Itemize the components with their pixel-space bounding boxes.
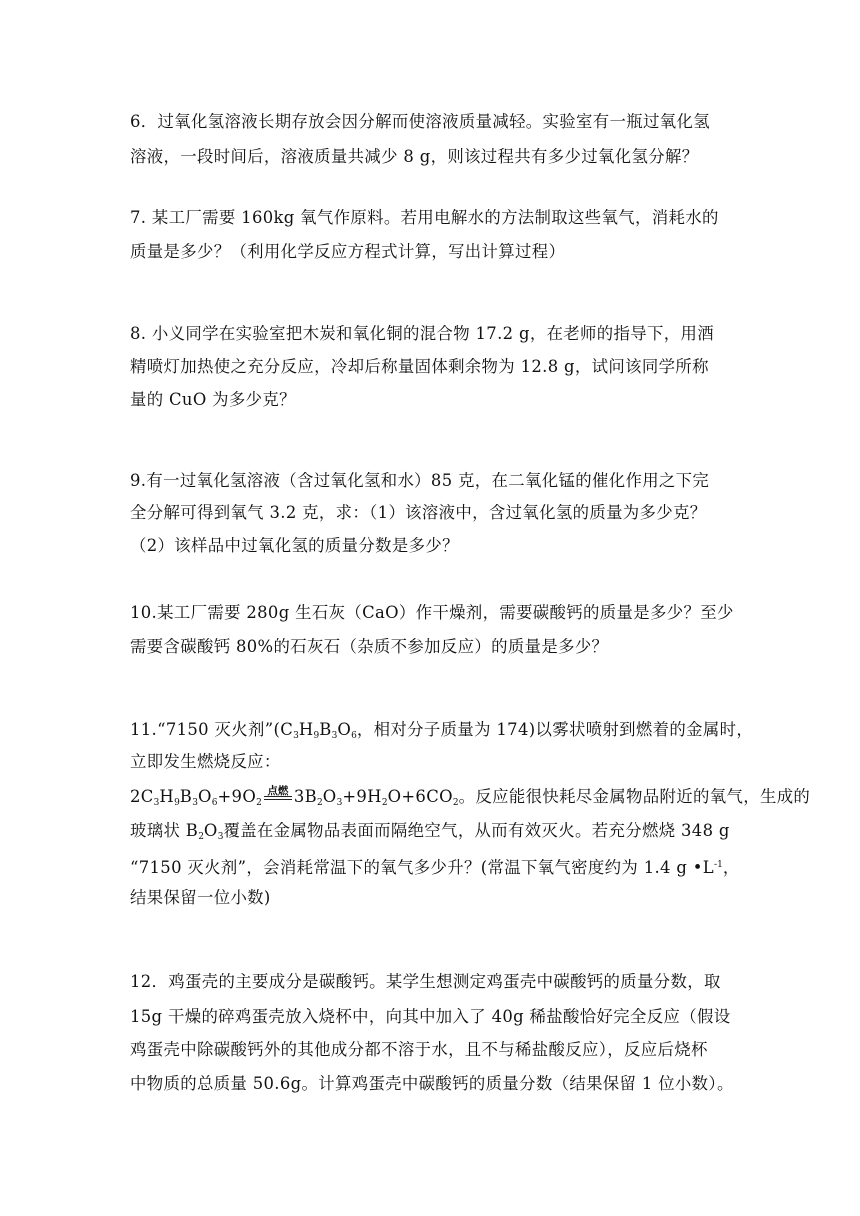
subscript: 2 bbox=[198, 832, 204, 842]
subscript: 3 bbox=[217, 832, 224, 842]
question-12-line-3: 鸡蛋壳中除碳酸钙外的其他成分都不溶于水，且不与稀盐酸反应），反应后烧杯 bbox=[130, 1040, 708, 1059]
text-run: B bbox=[179, 787, 193, 806]
question-7-line-1: 7. 某工厂需要 160kg 氧气作原料。若用电解水的方法制取这些氧气，消耗水的 bbox=[130, 208, 719, 227]
question-7-line-2: 质量是多少？（利用化学反应方程式计算，写出计算过程） bbox=[130, 242, 566, 261]
text-run: H bbox=[298, 720, 314, 739]
subscript: 3 bbox=[331, 731, 338, 741]
question-11-line-2: 立即发生燃烧反应： bbox=[130, 752, 281, 771]
subscript: 6 bbox=[351, 731, 357, 741]
question-11-line-4 bbox=[130, 821, 730, 847]
superscript: -1 bbox=[714, 860, 723, 870]
question-12-line-2: 15g 干燥的碎鸡蛋壳放入烧杯中，向其中加入了 40g 稀盐酸恰好完全反应（假设 bbox=[130, 1007, 731, 1026]
subscript: 2 bbox=[256, 798, 262, 808]
equal-sign-bar bbox=[264, 799, 292, 800]
condition-label: 点燃 bbox=[267, 785, 289, 797]
question-12-line-1: 12．鸡蛋壳的主要成分是碳酸钙。某学生想测定鸡蛋壳中碳酸钙的质量分数，取 bbox=[130, 972, 721, 991]
text-run: +9H bbox=[342, 787, 382, 806]
subscript: 9 bbox=[174, 798, 180, 808]
question-6-line-2: 溶液，一段时间后，溶液质量共减少 8 g，则该过程共有多少过氧化氢分解？ bbox=[130, 147, 699, 166]
text-run: O bbox=[197, 787, 212, 806]
question-11-line-6: 结果保留一位小数) bbox=[130, 888, 271, 907]
question-11-line-5 bbox=[130, 855, 740, 878]
question-10-line-2: 需要含碳酸钙 80%的石灰石（杂质不参加反应）的质量是多少？ bbox=[130, 637, 609, 656]
chemical-equation-line bbox=[130, 787, 810, 813]
question-11-line-1 bbox=[130, 720, 753, 746]
text-run: O bbox=[203, 821, 218, 840]
text-run: 玻璃状 B bbox=[130, 821, 199, 840]
question-6-line-1: 6．过氧化氢溶液长期存放会因分解而使溶液质量减轻。实验室有一瓶过氧化氢 bbox=[130, 112, 710, 131]
text-run: “7150 灭火剂”，会消耗常温下的氧气多少升？(常温下氧气密度约为 1.4 g •L bbox=[130, 858, 715, 877]
subscript: 2 bbox=[452, 798, 459, 808]
text-run: 。反应能很快耗尽金属物品附近的氧气，生成的 bbox=[458, 787, 811, 806]
text-run: ，相对分子质量为 174)以雾状喷射到燃着的金属时， bbox=[356, 720, 754, 739]
equal-sign-bar bbox=[264, 796, 292, 797]
subscript: 3 bbox=[153, 798, 160, 808]
text-run: 3B bbox=[293, 787, 318, 806]
text-run: B bbox=[319, 720, 332, 739]
question-9-line-1: 9.有一过氧化氢溶液（含过氧化氢和水）85 克，在二氧化锰的催化作用之下完 bbox=[130, 471, 710, 490]
question-9-line-2: 全分解可得到氧气 3.2 克，求：（1）该溶液中，含过氧化氢的质量为多少克？ bbox=[130, 503, 707, 522]
text-run: H bbox=[159, 787, 175, 806]
text-run: O bbox=[322, 787, 337, 806]
text-run: O bbox=[337, 720, 352, 739]
text-run: 11.“7150 灭火剂”(C bbox=[130, 720, 294, 739]
text-run: ， bbox=[722, 858, 740, 877]
subscript: 2 bbox=[381, 798, 388, 808]
reaction-condition bbox=[263, 787, 293, 807]
question-8-line-1: 8. 小义同学在实验室把木炭和氧化铜的混合物 17.2 g，在老师的指导下，用酒 bbox=[130, 324, 714, 343]
question-8-line-3: 量的 CuO 为多少克？ bbox=[130, 390, 296, 409]
subscript: 3 bbox=[336, 798, 343, 808]
subscript: 3 bbox=[293, 731, 299, 741]
question-10-line-1: 10.某工厂需要 280g 生石灰（CaO）作干燥剂，需要碳酸钙的质量是多少？至少 bbox=[130, 603, 734, 622]
subscript: 6 bbox=[211, 798, 218, 808]
text-run: 2C bbox=[130, 787, 154, 806]
subscript: 9 bbox=[313, 731, 320, 741]
subscript: 2 bbox=[317, 798, 323, 808]
question-12-line-4: 中物质的总质量 50.6g。计算鸡蛋壳中碳酸钙的质量分数（结果保留 1 位小数）。 bbox=[130, 1074, 734, 1093]
subscript: 3 bbox=[192, 798, 198, 808]
text-run: 覆盖在金属物品表面而隔绝空气，从而有效灭火。若充分燃烧 348 g bbox=[223, 821, 730, 840]
question-9-line-3: （2）该样品中过氧化氢的质量分数是多少？ bbox=[130, 536, 459, 555]
text-run: +9O bbox=[217, 787, 257, 806]
text-run: O+6CO bbox=[387, 787, 453, 806]
question-8-line-2: 精喷灯加热使之充分反应，冷却后称量固体剩余物为 12.8 g，试问该同学所称 bbox=[130, 357, 709, 376]
